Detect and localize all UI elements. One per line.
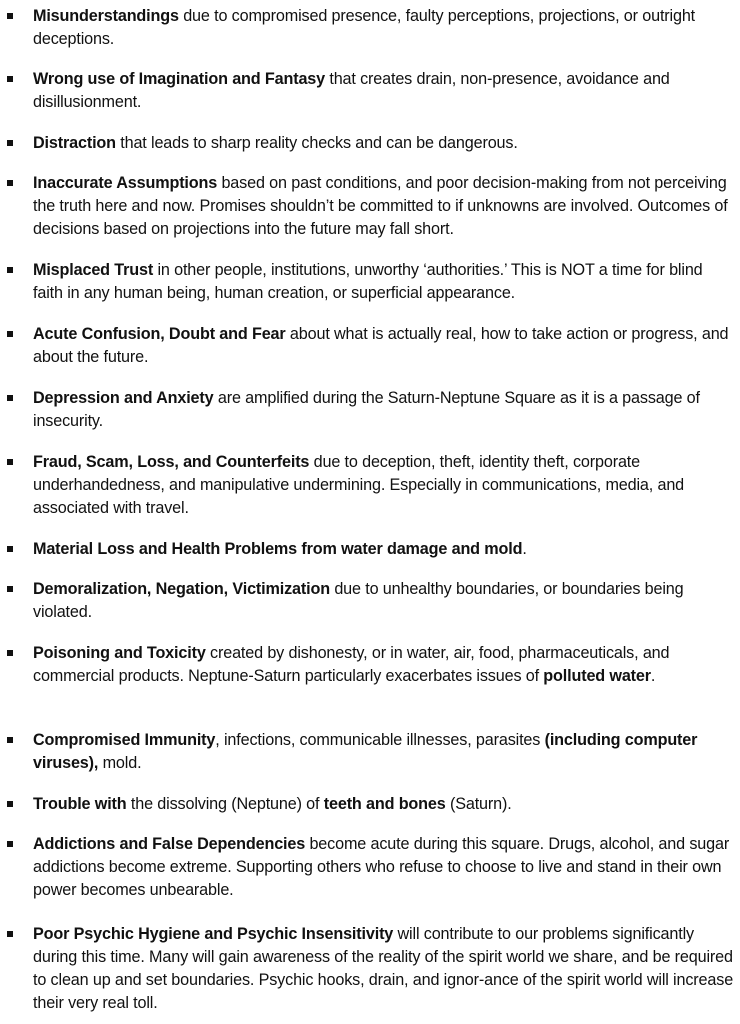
square-bullet-icon bbox=[7, 180, 13, 186]
list-item-text bbox=[33, 578, 734, 624]
square-bullet-icon bbox=[7, 331, 13, 337]
bold-text: Poor Psychic Hygiene and Psychic Insensitivity bbox=[33, 925, 394, 943]
list-item-text bbox=[33, 729, 734, 775]
bold-text: Trouble with bbox=[33, 795, 127, 813]
body-text: about what is actually real, how to take action or progress, and about the future. bbox=[33, 325, 729, 366]
bold-text: Depression and Anxiety bbox=[33, 389, 214, 407]
bold-text: (including computer viruses), bbox=[33, 731, 698, 772]
square-bullet-icon bbox=[7, 586, 13, 592]
list-item-text bbox=[33, 833, 734, 902]
list-item-text bbox=[33, 172, 734, 241]
bold-text: Misunderstandings bbox=[33, 7, 179, 25]
bold-text: Poisoning and Toxicity bbox=[33, 644, 206, 662]
square-bullet-icon bbox=[7, 267, 13, 273]
list-item-text bbox=[33, 451, 734, 520]
square-bullet-icon bbox=[7, 459, 13, 465]
list-item-text bbox=[33, 323, 734, 369]
bold-text: Acute Confusion, Doubt and Fear bbox=[33, 325, 286, 343]
square-bullet-icon bbox=[7, 395, 13, 401]
body-text: due to deception, theft, identity theft, corporate underhandedness, and manipulative undermining. Especially in communications, media, and associated with travel. bbox=[33, 453, 685, 517]
body-text: that creates drain, non-presence, avoidance and disillusionment. bbox=[33, 70, 670, 111]
square-bullet-icon bbox=[7, 140, 13, 146]
square-bullet-icon bbox=[7, 650, 13, 656]
list-item-text bbox=[33, 642, 734, 688]
list-item-text bbox=[33, 5, 734, 51]
list-item-text bbox=[33, 538, 734, 561]
body-text: due to unhealthy boundaries, or boundaries being violated. bbox=[33, 580, 684, 621]
list-item-text bbox=[33, 387, 734, 433]
square-bullet-icon bbox=[7, 13, 13, 19]
square-bullet-icon bbox=[7, 801, 13, 807]
square-bullet-icon bbox=[7, 546, 13, 552]
bold-text: Wrong use of Imagination and Fantasy bbox=[33, 70, 325, 88]
bold-text: Fraud, Scam, Loss, and Counterfeits bbox=[33, 453, 310, 471]
list-item-text bbox=[33, 259, 734, 305]
body-text: created by dishonesty, or in water, air, food, pharmaceuticals, and commercial products. Neptune-Saturn particularly exacerbates issues of bbox=[33, 644, 670, 685]
body-text: are amplified during the Saturn-Neptune Square as it is a passage of insecurity. bbox=[33, 389, 700, 430]
bold-text: Compromised Immunity bbox=[33, 731, 216, 749]
body-text: mold. bbox=[98, 754, 142, 772]
body-text: , infections, communicable illnesses, parasites bbox=[215, 731, 545, 749]
bold-text: Material Loss and Health Problems from water damage and mold bbox=[33, 540, 523, 558]
square-bullet-icon bbox=[7, 931, 13, 937]
bold-text: Addictions and False Dependencies bbox=[33, 835, 306, 853]
bold-text: polluted water bbox=[543, 667, 651, 685]
body-text: . bbox=[522, 540, 527, 558]
list-item-text bbox=[33, 132, 734, 155]
bold-text: Demoralization, Negation, Victimization bbox=[33, 580, 330, 598]
square-bullet-icon bbox=[7, 737, 13, 743]
body-text: . bbox=[650, 667, 656, 685]
square-bullet-icon bbox=[7, 841, 13, 847]
body-text: based on past conditions, and poor decision-making from not perceiving the truth here and now. Promises shouldn’t be committed to if unknowns are involved. Outcomes of decisions based on projections into the future may fall short. bbox=[33, 174, 728, 238]
bold-text: Misplaced Trust bbox=[33, 261, 154, 279]
body-text: that leads to sharp reality checks and can be dangerous. bbox=[115, 134, 518, 152]
body-text: in other people, institutions, unworthy ‘authorities.’ This is NOT a time for blind faith in any human being, human creation, or superficial appearance. bbox=[33, 261, 703, 302]
bold-text: teeth and bones bbox=[323, 795, 446, 813]
body-text: due to compromised presence, faulty perceptions, projections, or outright deceptions. bbox=[33, 7, 696, 48]
square-bullet-icon bbox=[7, 76, 13, 82]
list-item-text bbox=[33, 68, 734, 114]
body-text: become acute during this square. Drugs, alcohol, and sugar addictions become extreme. Supporting others who refuse to choose to live and stand in their own power becomes unbearable. bbox=[33, 835, 730, 899]
body-text: the dissolving (Neptune) of bbox=[126, 795, 324, 813]
body-text: will contribute to our problems significantly during this time. Many will gain awareness of the reality of the spirit world we share, and be required to clean up and set boundaries. Psychic hooks, drain, and ignor-ance of the spirit world will increase their very real toll. bbox=[33, 925, 734, 1012]
list-item-text bbox=[33, 923, 734, 1015]
bold-text: Inaccurate Assumptions bbox=[33, 174, 218, 192]
bold-text: Distraction bbox=[33, 134, 116, 152]
list-item-text bbox=[33, 793, 734, 816]
body-text: (Saturn). bbox=[445, 795, 512, 813]
